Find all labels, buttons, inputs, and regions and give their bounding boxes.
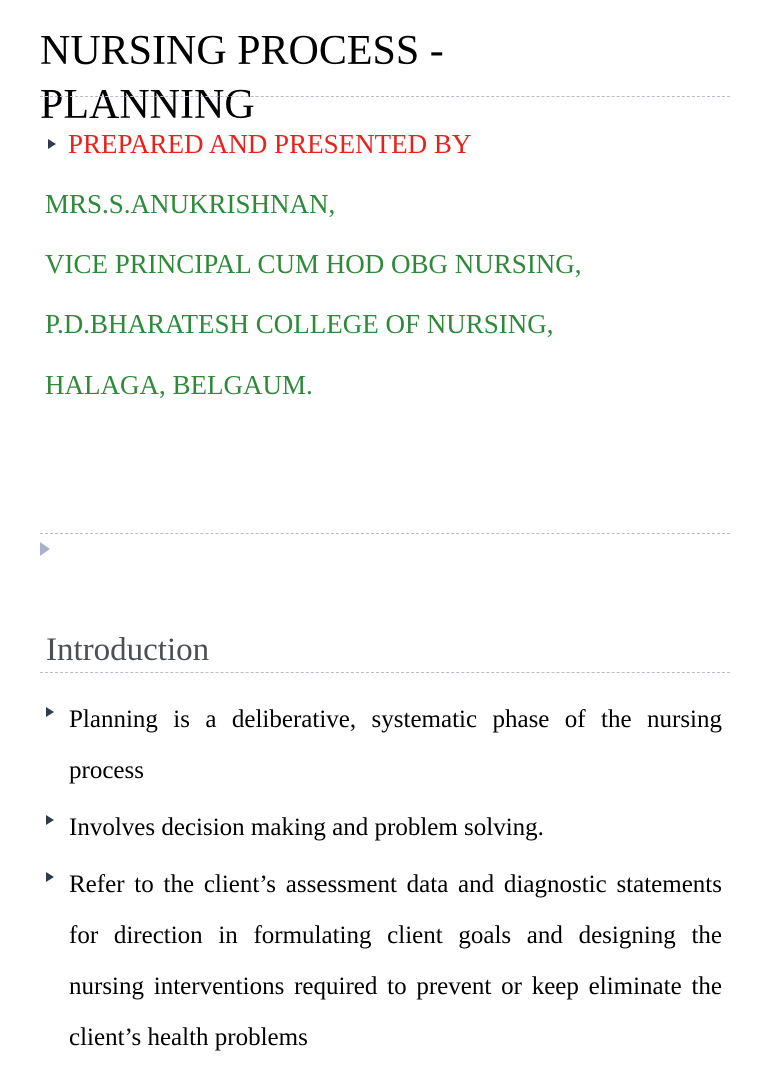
presenter-role: VICE PRINCIPAL CUM HOD OBG NURSING, — [45, 249, 582, 279]
list-item — [46, 802, 722, 853]
bullet-icon — [46, 707, 54, 717]
presenter-intro: PREPARED AND PRESENTED BY — [68, 129, 472, 159]
bullet-list — [46, 694, 722, 1069]
bullet-icon — [48, 139, 56, 149]
introduction-slide — [0, 534, 768, 1051]
presenter-college: P.D.BHARATESH COLLEGE OF NURSING, — [45, 309, 554, 339]
list-item — [46, 859, 722, 1063]
presenter-location: HALAGA, BELGAUM. — [45, 370, 313, 400]
bullet-icon — [46, 815, 54, 825]
heading-divider — [40, 672, 730, 673]
title-slide — [0, 0, 768, 534]
presenter-name: MRS.S.ANUKRISHNAN, — [45, 189, 336, 219]
bullet-text: Involves decision making and problem solving. — [69, 814, 544, 841]
title-divider — [40, 96, 730, 97]
bullet-text: Planning is a deliberative, systematic phase of the nursing process — [69, 706, 722, 784]
bullet-icon — [46, 872, 54, 882]
slide-title: NURSING PROCESS - PLANNING — [40, 28, 444, 128]
bullet-text: Refer to the client’s assessment data and diagnostic statements for direction in formulating client goals and designing the nursing interventions required to prevent or keep eliminate the client’s health problems — [69, 871, 722, 1051]
list-item — [46, 694, 722, 796]
section-heading: Introduction — [46, 632, 210, 668]
